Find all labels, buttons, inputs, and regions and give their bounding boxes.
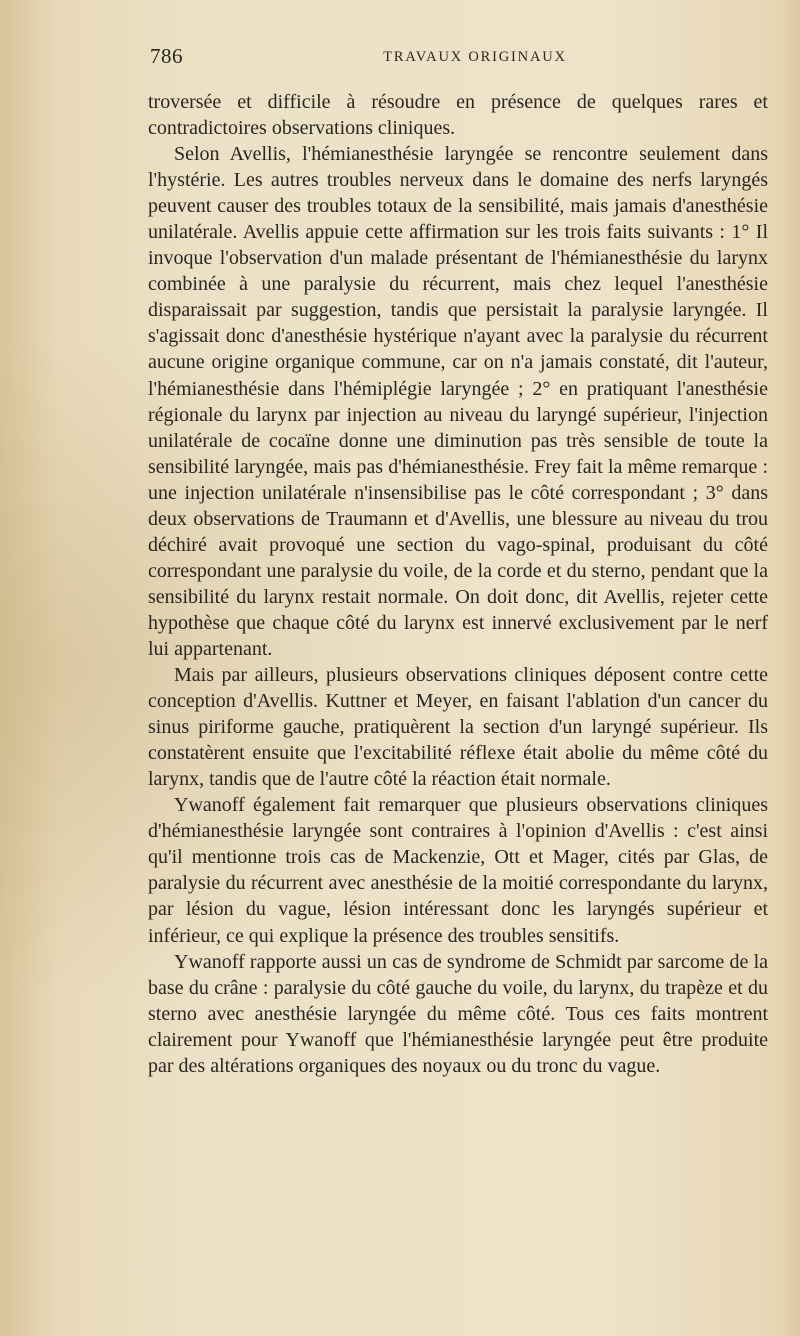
- running-title: TRAVAUX ORIGINAUX: [383, 49, 567, 65]
- page-number: 786: [150, 44, 183, 68]
- paragraph: Selon Avellis, l'hémianesthésie laryngée se rencontre seulement dans l'hystérie. Les autres troubles nerveux dans le domaine des nerfs laryngés peuvent causer des troubles totaux de la sensibilité, mais jamais d'anesthésie unilatérale. Avellis appuie cette affirmation sur les trois faits suivants : 1° Il invoque l'observation d'un malade présentant de l'hémianesthésie du larynx combinée à une paralysie du récurrent, mais chez lequel l'anesthésie disparaissait par suggestion, tandis que persistait la paralysie laryngée. Il s'agissait donc d'anesthésie hystérique n'ayant avec la paralysie du récurrent aucune origine organique commune, car on n'a jamais constaté, dit l'auteur, l'hémianesthésie dans l'hémiplégie laryngée ; 2° en pratiquant l'anesthésie régionale du larynx par injection au niveau du laryngé supérieur, l'injection unilatérale de cocaïne donne une diminution pas très sensible de toute la sensibilité laryngée, mais pas d'hémianesthésie. Frey fait la même remarque : une injection unilatérale n'insensibilise pas le côté correspondant ; 3° dans deux observations de Traumann et d'Avellis, une blessure au niveau du trou déchiré avait provoqué une section du vago-spinal, produisant du côté correspondant une paralysie du voile, de la corde et du sterno, pendant que la sensibilité du larynx restait normale. On doit donc, dit Avellis, rejeter cette hypothèse que chaque côté du larynx est innervé exclusivement par le nerf lui appartenant.: [148, 143, 768, 660]
- body-text: [148, 89, 768, 1079]
- paragraph-continuation: troversée et difficile à résoudre en présence de quelques rares et contradictoires observations cliniques.: [148, 91, 768, 140]
- paragraph: Mais par ailleurs, plusieurs observations cliniques déposent contre cette conception d'Avellis. Kuttner et Meyer, en faisant l'ablation d'un cancer du sinus piriforme gauche, pratiquèrent la section d'un laryngé supérieur. Ils constatèrent ensuite que l'excitabilité réflexe était abolie du même côté du larynx, tandis que de l'autre côté la réaction était normale.: [148, 664, 768, 791]
- page-header: [150, 44, 770, 74]
- paragraph: Ywanoff également fait remarquer que plusieurs observations cliniques d'hémianesthésie laryngée sont contraires à l'opinion d'Avellis : c'est ainsi qu'il mentionne trois cas de Mackenzie, Ott et Mager, cités par Glas, de paralysie du récurrent avec anesthésie de la moitié correspondante du larynx, par lésion du vague, lésion intéressant donc les laryngés supérieur et inférieur, ce qui explique la présence des troubles sensitifs.: [148, 794, 768, 947]
- paragraph: Ywanoff rapporte aussi un cas de syndrome de Schmidt par sarcome de la base du crâne : paralysie du côté gauche du voile, du larynx, du trapèze et du sterno avec anesthésie laryngée du même côté. Tous ces faits montrent clairement pour Ywanoff que l'hémianesthésie laryngée peut être produite par des altérations organiques des noyaux ou du tronc du vague.: [148, 950, 768, 1077]
